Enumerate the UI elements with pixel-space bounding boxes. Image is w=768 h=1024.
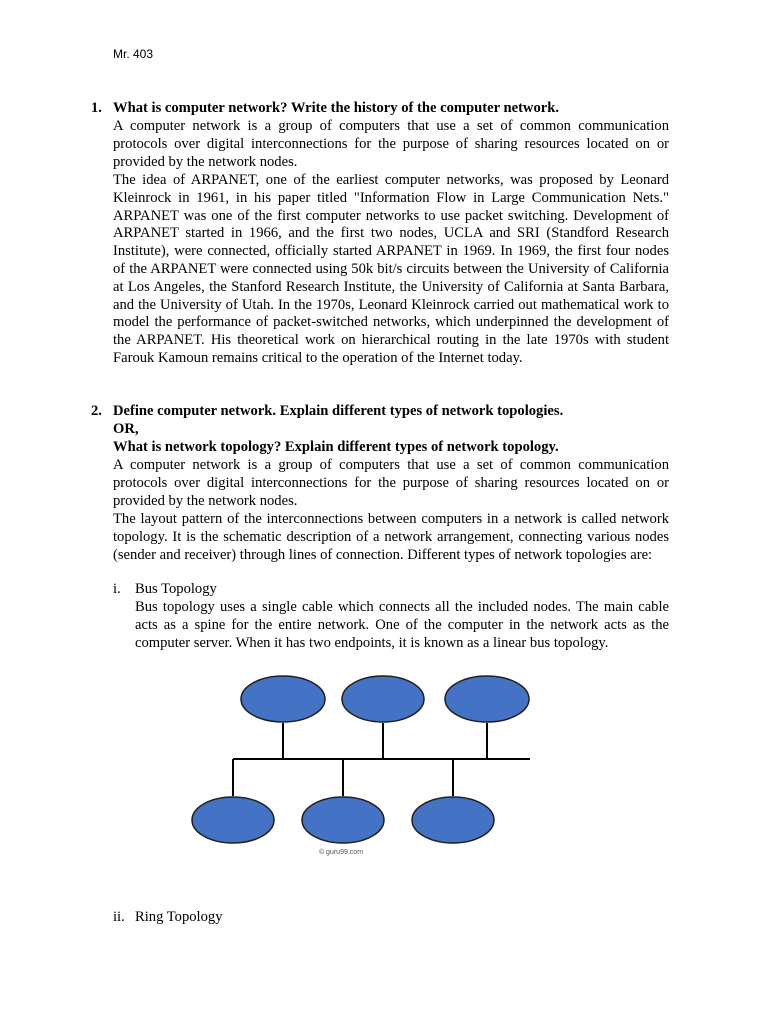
bus-topology-diagram xyxy=(185,668,541,860)
q2-paragraph-definition: A computer network is a group of computers that use a set of common communication protocols over digital interconnections for the purpose of sharing resources located on or provided by the network nodes. xyxy=(113,457,669,509)
sub2-number: ii. xyxy=(113,909,125,925)
bus-topology-svg xyxy=(185,668,541,860)
author-header: Mr. 403 xyxy=(113,47,154,61)
node-top-3 xyxy=(445,676,529,722)
q2-or-label: OR, xyxy=(113,421,139,437)
q2-paragraph-topology: The layout pattern of the interconnections between computers in a network is called network topology. It is the schematic description of a network arrangement, connecting various nodes (sender and receiver) through lines of connection. Different types of network topologies are: xyxy=(113,511,669,563)
q1-title: What is computer network? Write the history of the computer network. xyxy=(113,100,560,116)
q1-paragraph-definition: A computer network is a group of computers that use a set of common communication protocols over digital interconnections for the purpose of sharing resources located on or provided by the network nodes. xyxy=(113,118,669,170)
sub1-title: Bus Topology xyxy=(135,581,217,597)
node-top-1 xyxy=(241,676,325,722)
node-bottom-3 xyxy=(412,797,494,843)
sub1-text: Bus topology uses a single cable which connects all the included nodes. The main cable acts as a spine for the entire network. One of the computer in the network acts as the computer server. When it has two endpoints, it is known as a linear bus topology. xyxy=(135,599,669,651)
diagram-watermark: © guru99.com xyxy=(318,849,364,856)
q2-title: Define computer network. Explain different types of network topologies. xyxy=(113,403,564,419)
q1-number: 1. xyxy=(91,100,102,116)
node-bottom-2 xyxy=(302,797,384,843)
node-bottom-1 xyxy=(192,797,274,843)
node-top-2 xyxy=(342,676,424,722)
sub2-title: Ring Topology xyxy=(135,909,223,925)
q1-paragraph-history: The idea of ARPANET, one of the earliest computer networks, was proposed by Leonard Kleinrock in 1961, in his paper titled "Information Flow in Large Communication Nets." ARPANET was one of the first computer networks to use packet switching. Development of ARPANET started in 1966, and the first two nodes, UCLA and SRI (Standford Research Institute), were connected, officially started ARPANET in 1969. In 1969, the first four nodes of the ARPANET were connected using 50k bit/s circuits between the University of California at Los Angeles, the Stanford Research Institute, the University of California at Santa Barbara, and the University of Utah. In the 1970s, Leonard Kleinrock carried out mathematical work to model the performance of packet-switched networks, which underpinned the development of the ARPANET. His theoretical work on hierarchical routing in the late 1970s with student Farouk Kamoun remains critical to the operation of the Internet today. xyxy=(113,172,669,366)
sub1-number: i. xyxy=(113,581,121,597)
q2-number: 2. xyxy=(91,403,102,419)
q2-title-alt: What is network topology? Explain different types of network topology. xyxy=(113,439,559,455)
